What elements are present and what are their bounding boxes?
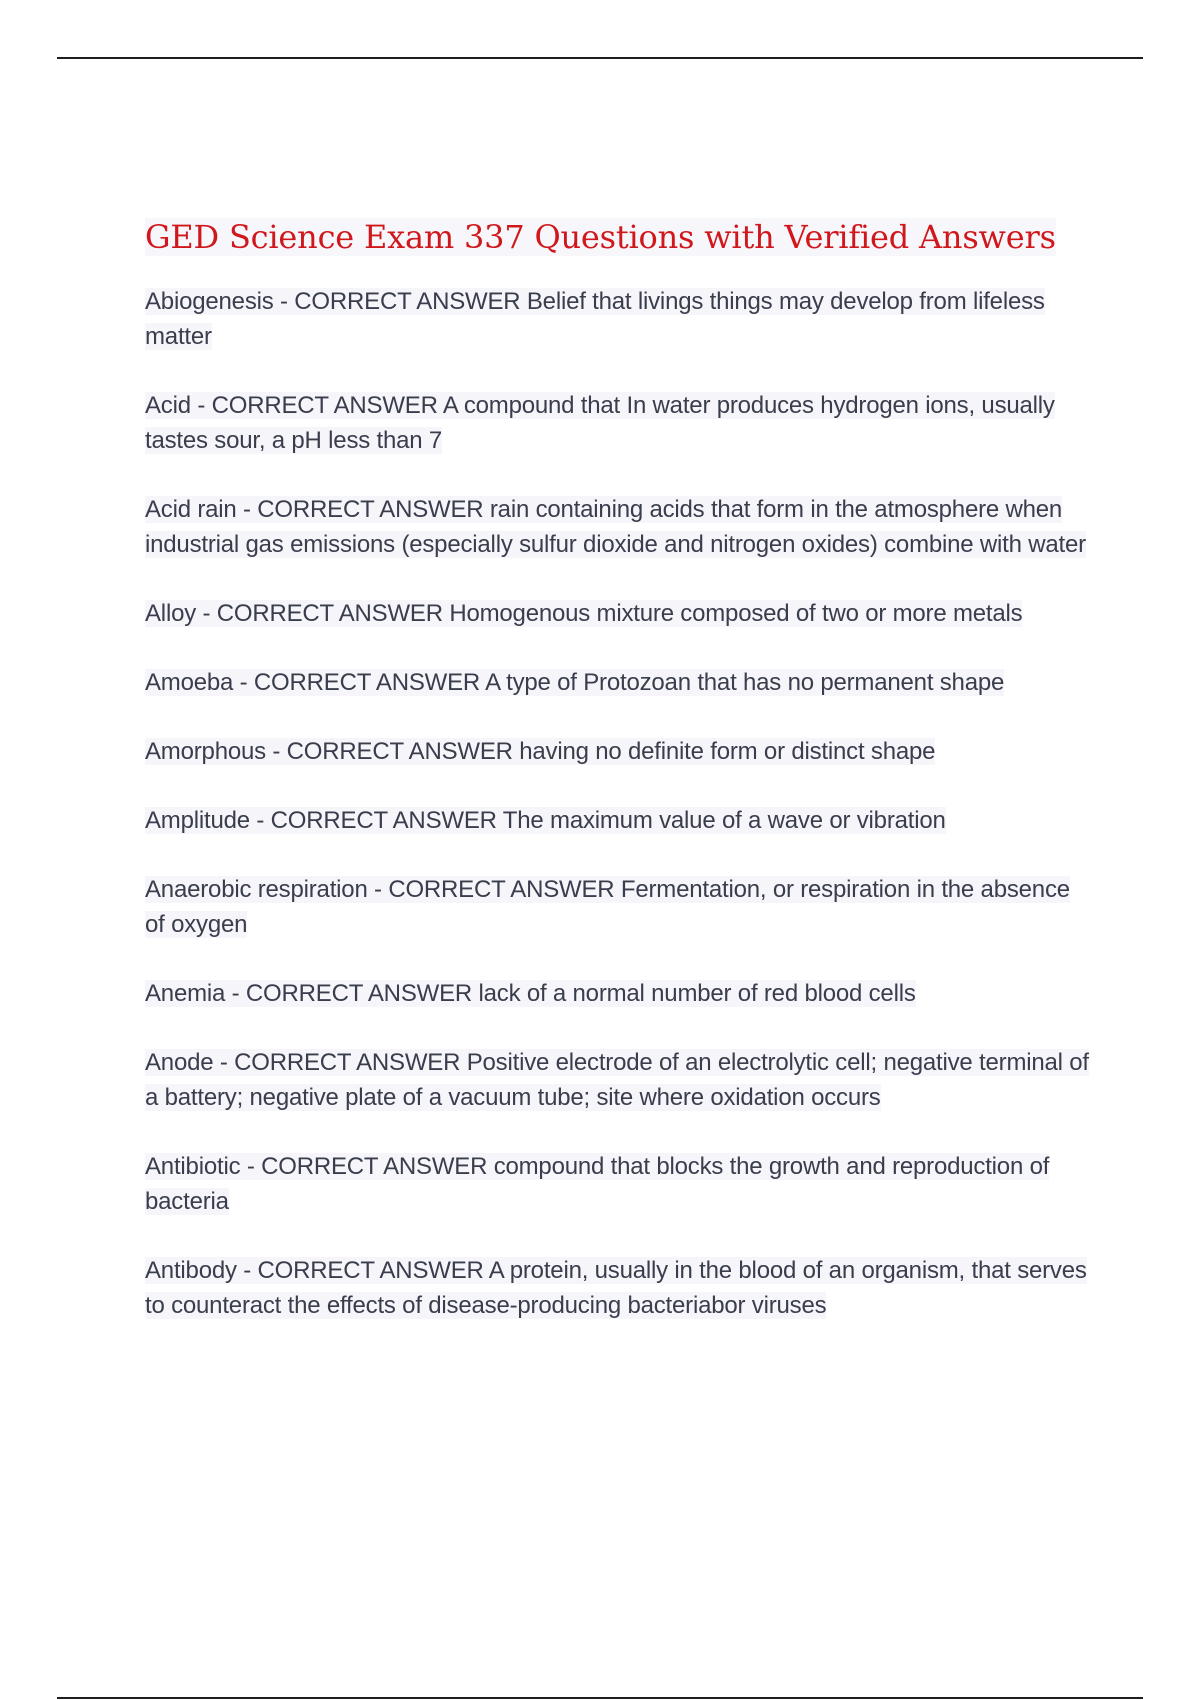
entry-abiogenesis: Abiogenesis - CORRECT ANSWER Belief that livings things may develop from lifeless matter bbox=[145, 288, 1045, 350]
entry-anode: Anode - CORRECT ANSWER Positive electrode of an electrolytic cell; negative terminal of a battery; negative plate of a vacuum tube; site where oxidation occurs bbox=[145, 1049, 1089, 1111]
entry-acid: Acid - CORRECT ANSWER A compound that In water produces hydrogen ions, usually tastes sour, a pH less than 7 bbox=[145, 392, 1055, 454]
entry-amplitude: Amplitude - CORRECT ANSWER The maximum value of a wave or vibration bbox=[145, 807, 946, 834]
entry-anemia: Anemia - CORRECT ANSWER lack of a normal number of red blood cells bbox=[145, 980, 916, 1007]
entry-acid-rain: Acid rain - CORRECT ANSWER rain containing acids that form in the atmosphere when industrial gas emissions (especially sulfur dioxide and nitrogen oxides) combine with water bbox=[145, 496, 1086, 558]
entry-amorphous: Amorphous - CORRECT ANSWER having no definite form or distinct shape bbox=[145, 738, 936, 765]
entry-antibiotic: Antibiotic - CORRECT ANSWER compound that blocks the growth and reproduction of bacteria bbox=[145, 1153, 1050, 1215]
entry-amoeba: Amoeba - CORRECT ANSWER A type of Protozoan that has no permanent shape bbox=[145, 669, 1005, 696]
document-title: GED Science Exam 337 Questions with Verified Answers bbox=[145, 218, 1056, 256]
entry-anaerobic-respiration: Anaerobic respiration - CORRECT ANSWER Fermentation, or respiration in the absence of oxygen bbox=[145, 876, 1070, 938]
bottom-rule bbox=[57, 1697, 1143, 1699]
document-body bbox=[145, 214, 1090, 1357]
top-rule bbox=[57, 57, 1143, 59]
entry-antibody: Antibody - CORRECT ANSWER A protein, usually in the blood of an organism, that serves to counteract the effects of disease-producing bacteriabor viruses bbox=[145, 1257, 1087, 1319]
entry-alloy: Alloy - CORRECT ANSWER Homogenous mixture composed of two or more metals bbox=[145, 600, 1023, 627]
